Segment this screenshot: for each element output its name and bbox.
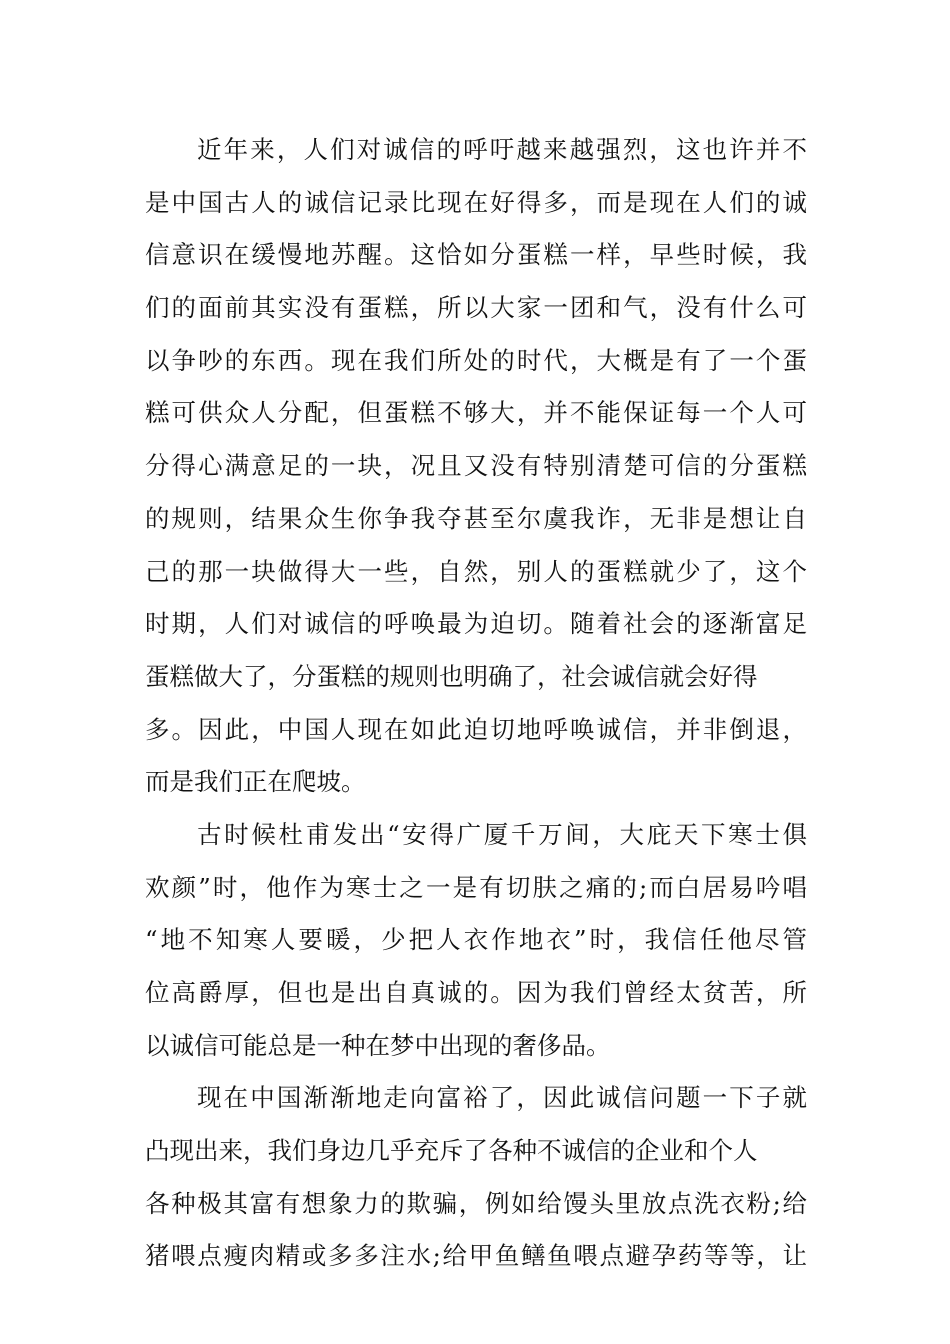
text-line: 是中国古人的诚信记录比现在好得多，而是现在人们的诚 <box>145 187 807 217</box>
text-line: 以争吵的东西。现在我们所处的时代，大概是有了一个蛋 <box>145 345 807 375</box>
paragraph <box>145 124 807 809</box>
text-line: 猪喂点瘦肉精或多多注水;给甲鱼鳝鱼喂点避孕药等等，让 <box>145 1241 807 1271</box>
text-line: 糕可供众人分配，但蛋糕不够大，并不能保证每一个人可 <box>145 398 807 428</box>
text-line: 蛋糕做大了，分蛋糕的规则也明确了，社会诚信就会好得 <box>145 661 758 691</box>
text-line: 位高爵厚，但也是出自真诚的。因为我们曾经太贫苦，所 <box>145 978 807 1007</box>
text-line: 古时候杜甫发出“安得广厦千万间，大庇天下寒士俱 <box>197 819 807 849</box>
paragraph <box>145 1072 807 1283</box>
text-line: 分得心满意足的一块，况且又没有特别清楚可信的分蛋糕 <box>145 451 807 481</box>
text-line: 现在中国渐渐地走向富裕了，因此诚信问题一下子就 <box>197 1083 807 1113</box>
text-line: 欢颜”时，他作为寒士之一是有切肤之痛的;而白居易吟唱 <box>145 872 807 902</box>
text-line: 信意识在缓慢地苏醒。这恰如分蛋糕一样，早些时候，我 <box>145 240 807 270</box>
text-line: 时期，人们对诚信的呼唤最为迫切。随着社会的逐渐富足 <box>145 609 807 639</box>
text-line: 近年来，人们对诚信的呼吁越来越强烈，这也许并不 <box>197 135 807 164</box>
paragraph <box>145 809 807 1072</box>
text-line: 己的那一块做得大一些，自然，别人的蛋糕就少了，这个 <box>145 556 807 586</box>
text-line: 凸现出来，我们身边几乎充斥了各种不诚信的企业和个人 <box>145 1136 758 1166</box>
text-line: 的规则，结果众生你争我夺甚至尔虞我诈，无非是想让自 <box>145 503 807 533</box>
body-text <box>145 124 807 1283</box>
text-line: 而是我们正在爬坡。 <box>145 767 366 797</box>
text-line: 各种极其富有想象力的欺骗，例如给馒头里放点洗衣粉;给 <box>145 1188 807 1218</box>
text-line: “地不知寒人要暖，少把人衣作地衣”时，我信任他尽管 <box>145 925 807 955</box>
text-line: 以诚信可能总是一种在梦中出现的奢侈品。 <box>145 1030 611 1060</box>
text-line: 们的面前其实没有蛋糕，所以大家一团和气，没有什么可 <box>145 293 807 323</box>
text-line: 多。因此，中国人现在如此迫切地呼唤诚信，并非倒退， <box>145 714 807 744</box>
